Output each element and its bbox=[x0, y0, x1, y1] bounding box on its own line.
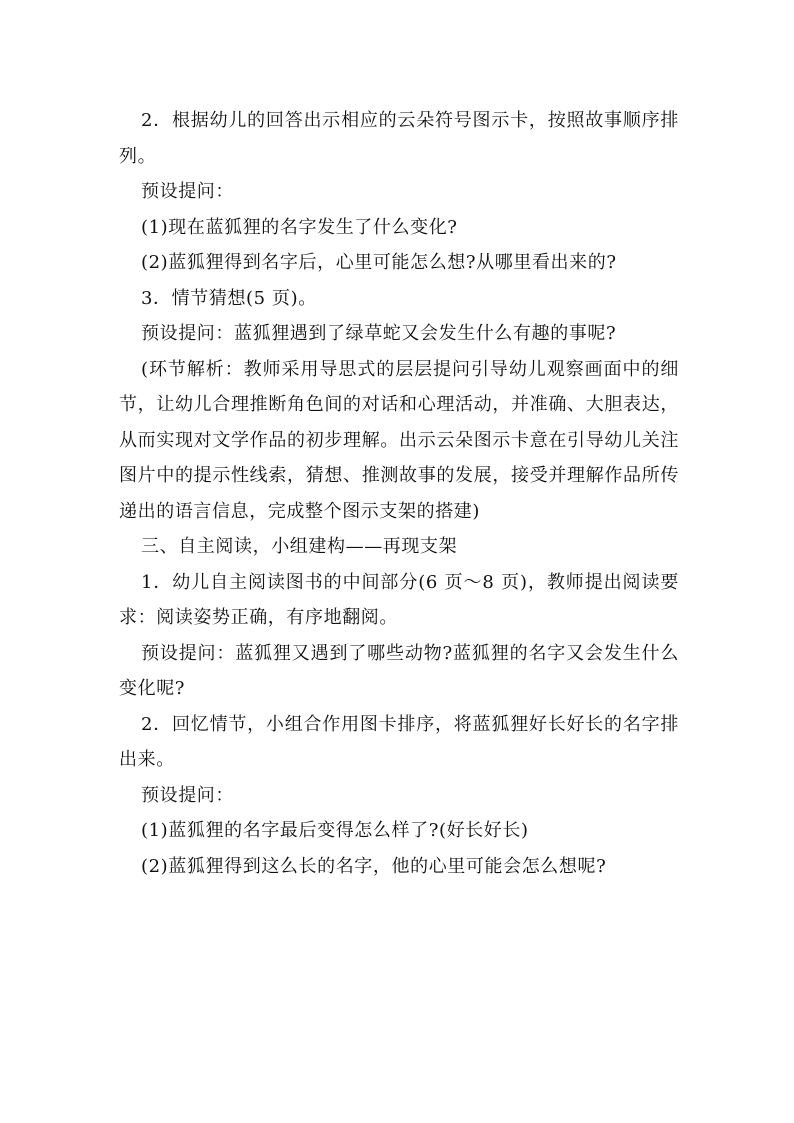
paragraph-question-1: (1)现在蓝狐狸的名字发生了什么变化? bbox=[141, 216, 458, 238]
paragraph-reading-step-1: 1．幼儿自主阅读图书的中间部分(6 页～8 页)，教师提出阅读要求：阅读姿势正确，有序地翻阅。 bbox=[119, 571, 679, 628]
paragraph-final-question-2: (2)蓝狐狸得到这么长的名字，他的心里可能会怎么想呢? bbox=[141, 855, 607, 877]
paragraph-preset-question-label: 预设提问： bbox=[141, 181, 234, 202]
paragraph-question-2: (2)蓝狐狸得到名字后，心里可能怎么想?从哪里看出来的? bbox=[141, 252, 617, 273]
paragraph-final-question-1: (1)蓝狐狸的名字最后变得怎么样了?(好长好长) bbox=[141, 820, 529, 841]
paragraph-step-2: 2．根据幼儿的回答出示相应的云朵符号图示卡，按照故事顺序排列。 bbox=[119, 110, 679, 167]
paragraph-section-analysis: (环节解析：教师采用导思式的层层提问引导幼儿观察画面中的细节，让幼儿合理推断角色间的对话和心理活动，并准确、大胆表达，从而实现对文学作品的初步理解。出示云朵图示卡意在引导幼儿关注图片中的提示性线索，猜想、推测故事的发展，接受并理解作品所传递出的语言信息，完成整个图示支架的搭建) bbox=[119, 358, 679, 522]
paragraph-reading-step-2: 2．回忆情节，小组合作用图卡排序，将蓝狐狸好长好长的名字排出来。 bbox=[119, 713, 679, 770]
document-body bbox=[119, 103, 679, 884]
paragraph-preset-question-label-2: 预设提问： bbox=[141, 784, 234, 806]
paragraph-preset-question: 预设提问：蓝狐狸遇到了绿草蛇又会发生什么有趣的事呢? bbox=[141, 323, 617, 344]
section-heading-three: 三、自主阅读，小组建构——再现支架 bbox=[141, 536, 458, 557]
paragraph-reading-question: 预设提问：蓝狐狸又遇到了哪些动物?蓝狐狸的名字又会发生什么变化呢? bbox=[119, 642, 679, 699]
paragraph-step-3: 3．情节猜想(5 页)。 bbox=[141, 287, 317, 309]
